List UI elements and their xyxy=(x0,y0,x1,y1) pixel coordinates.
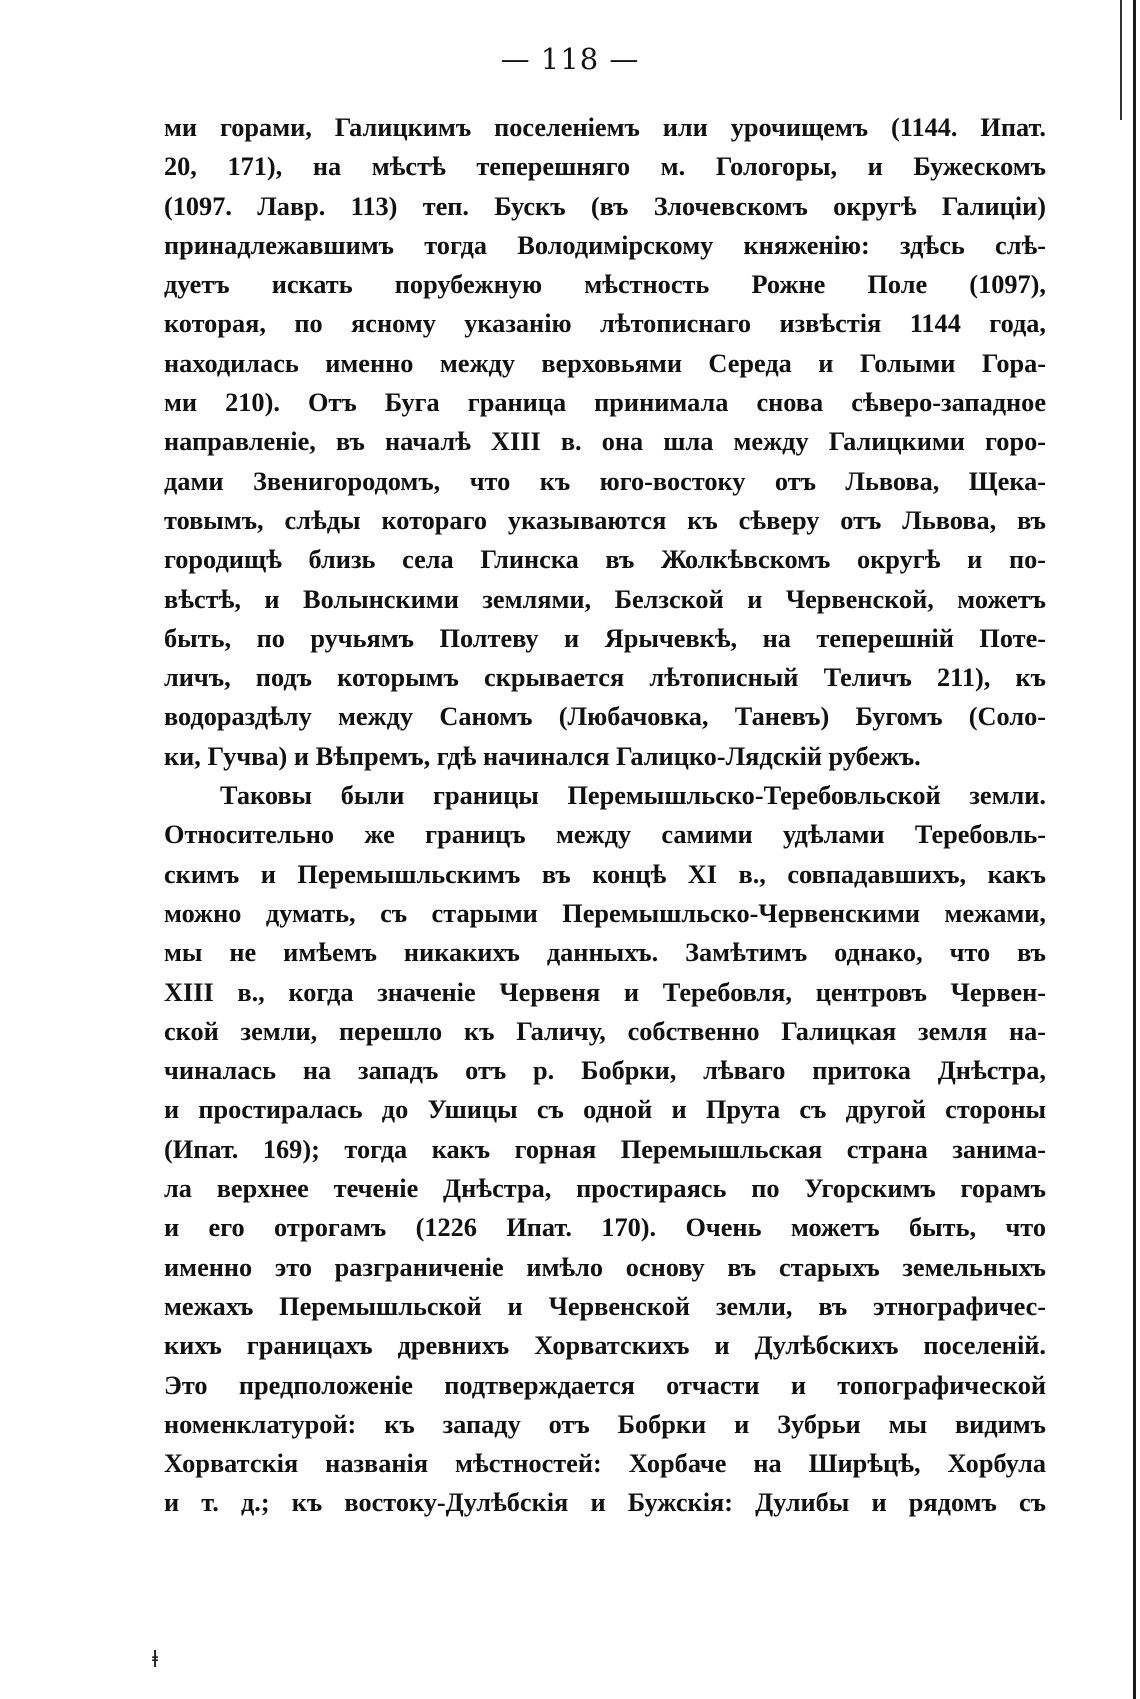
text-line: ки, Гучва) и Вѣпремъ, гдѣ начинался Галицко-Лядскій рубежъ. xyxy=(164,741,921,771)
paragraph-first-line: Таковы были границы Перемышльско-Теребовльской земли. xyxy=(220,781,1046,811)
body-text xyxy=(164,108,1046,1523)
text-line: ской земли, перешло къ Галичу, собственно Галицкая земля на- xyxy=(164,1016,1046,1046)
text-line: вѣстѣ, и Волынскими землями, Белзской и Червенской, можетъ xyxy=(164,584,1046,614)
text-line: чиналась на западъ отъ р. Бобрки, лѣваго притока Днѣстра, xyxy=(164,1056,1046,1086)
text-line: находилась именно между верховьями Середа и Голыми Гора- xyxy=(164,348,1046,378)
text-line: товымъ, слѣды котораго указываются къ сѣверу отъ Львова, въ xyxy=(164,505,1046,535)
text-line: ми горами, Галицкимъ поселеніемъ или урочищемъ (1144. Ипат. xyxy=(164,113,1046,142)
text-line: быть, по ручьямъ Полтеву и Ярычевкѣ, на теперешній Поте- xyxy=(164,623,1046,653)
text-line: и т. д.; къ востоку-Дулѣбскія и Бужскія: Дулибы и рядомъ съ xyxy=(164,1488,1046,1518)
text-line: и простиралась до Ушицы съ одной и Прута съ другой стороны xyxy=(164,1095,1046,1125)
text-line: городищѣ близь села Глинска въ Жолкѣвскомъ округѣ и по- xyxy=(164,545,1046,575)
page-edge-shadow xyxy=(1133,0,1136,1699)
text-line: ми 210). Отъ Буга граница принимала снова сѣверо-западное xyxy=(164,388,1046,418)
text-line: дами Звенигородомъ, что къ юго-востоку отъ Львова, Щека- xyxy=(164,466,1046,496)
text-line: которая, по ясному указанію лѣтописнаго извѣстія 1144 года, xyxy=(164,309,1046,339)
page-number: — 118 — xyxy=(500,42,640,76)
text-line: и его отрогамъ (1226 Ипат. 170). Очень можетъ быть, что xyxy=(164,1213,1046,1243)
text-line: 20, 171), на мѣстѣ теперешняго м. Гологоры, и Бужескомъ xyxy=(164,152,1046,182)
text-line: Хорватскія названія мѣстностей: Хорбаче на Ширѣцѣ, Хорбула xyxy=(164,1449,1046,1479)
text-line: межахъ Перемышльской и Червенской земли, въ этнографичес- xyxy=(164,1291,1046,1321)
text-line: мы не имѣемъ никакихъ данныхъ. Замѣтимъ однако, что въ xyxy=(164,938,1046,968)
page-edge-mark xyxy=(1120,0,1122,120)
text-line: принадлежавшимъ тогда Володимірскому княженію: здѣсь слѣ- xyxy=(164,230,1046,260)
text-line: Это предположеніе подтверждается отчасти и топографической xyxy=(164,1370,1046,1400)
text-line: скимъ и Перемышльскимъ въ концѣ XI в., совпадавшихъ, какъ xyxy=(164,859,1046,889)
text-line: (1097. Лавр. 113) теп. Бускъ (въ Злочевскомъ округѣ Галиціи) xyxy=(164,191,1046,221)
text-line: кихъ границахъ древнихъ Хорватскихъ и Дулѣбскихъ поселеній. xyxy=(164,1331,1046,1361)
text-line: дуетъ искать порубежную мѣстность Рожне Поле (1097), xyxy=(164,270,1046,300)
text-line: направленіе, въ началѣ XIII в. она шла между Галицкими горо- xyxy=(164,427,1046,457)
text-line: личъ, подъ которымъ скрывается лѣтописный Теличъ 211), къ xyxy=(164,663,1046,693)
text-line: (Ипат. 169); тогда какъ горная Перемышльская страна занима- xyxy=(164,1134,1046,1164)
text-line: номенклатурой: къ западу отъ Бобрки и Зубрьи мы видимъ xyxy=(164,1409,1046,1439)
text-line: водораздѣлу между Саномъ (Любачовка, Таневъ) Бугомъ (Соло- xyxy=(164,702,1046,732)
text-line: Относительно же границъ между самими удѣлами Теребовль- xyxy=(164,820,1046,850)
text-line: именно это разграниченіе имѣло основу въ старыхъ земельныхъ xyxy=(164,1252,1046,1282)
scan-artifact-mark: ⱡ xyxy=(152,1648,159,1673)
text-line: XIII в., когда значеніе Червеня и Теребовля, центровъ Червен- xyxy=(164,977,1046,1007)
text-line: можно думать, съ старыми Перемышльско-Червенскими межами, xyxy=(164,898,1046,928)
text-line: ла верхнее теченіе Днѣстра, простираясь по Угорскимъ горамъ xyxy=(164,1174,1046,1204)
